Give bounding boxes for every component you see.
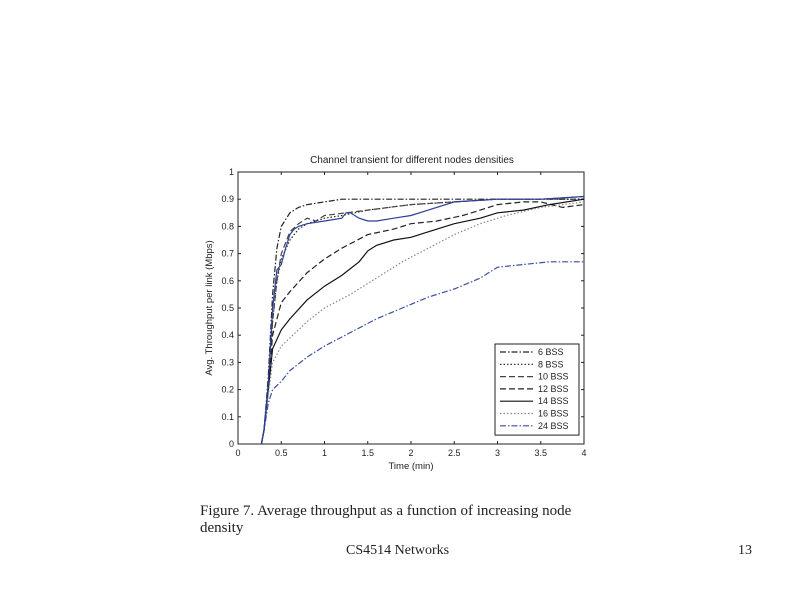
y-tick-label: 0.1 <box>221 411 234 422</box>
chart-title: Channel transient for different nodes densities <box>310 155 514 166</box>
page-number: 13 <box>738 543 752 558</box>
footer-course: CS4514 Networks <box>346 543 450 558</box>
legend-label: 6 BSS <box>538 347 564 357</box>
x-tick-label: 2 <box>408 448 414 458</box>
legend-label: 16 BSS <box>538 408 569 419</box>
legend-label: 10 BSS <box>538 371 569 382</box>
legend-label: 14 BSS <box>538 396 569 407</box>
x-tick-label: 0.5 <box>274 448 288 458</box>
x-axis-label: Time (min) <box>388 461 434 472</box>
x-tick-label: 1 <box>321 448 328 458</box>
figure-caption: Figure 7. Average throughput as a function of increasing node density <box>200 503 572 536</box>
x-tick-label: 3 <box>494 448 501 458</box>
x-tick-label: 2.5 <box>447 448 461 458</box>
y-tick-label: 0.9 <box>221 194 234 205</box>
y-tick-label: 0 <box>228 439 234 449</box>
legend-label: 12 BSS <box>538 383 569 394</box>
y-tick-label: 0.8 <box>221 221 234 232</box>
y-tick-label: 0.4 <box>221 330 234 341</box>
x-tick-label: 0 <box>235 448 241 458</box>
y-tick-label: 1 <box>228 167 234 177</box>
legend-label: 8 BSS <box>538 359 564 370</box>
y-tick-label: 0.3 <box>221 357 234 368</box>
y-tick-label: 0.5 <box>221 303 234 313</box>
chart-legend <box>495 344 579 435</box>
legend-label: 24 BSS <box>538 420 569 431</box>
x-tick-label: 3.5 <box>534 448 548 458</box>
y-tick-label: 0.7 <box>221 248 234 259</box>
x-tick-label: 1.5 <box>361 448 375 458</box>
y-tick-label: 0.2 <box>221 384 234 395</box>
throughput-chart <box>190 145 610 480</box>
y-tick-label: 0.6 <box>221 275 234 286</box>
x-tick-label: 4 <box>581 448 587 458</box>
y-axis-label: Avg. Throughput per link (Mbps) <box>204 240 215 376</box>
